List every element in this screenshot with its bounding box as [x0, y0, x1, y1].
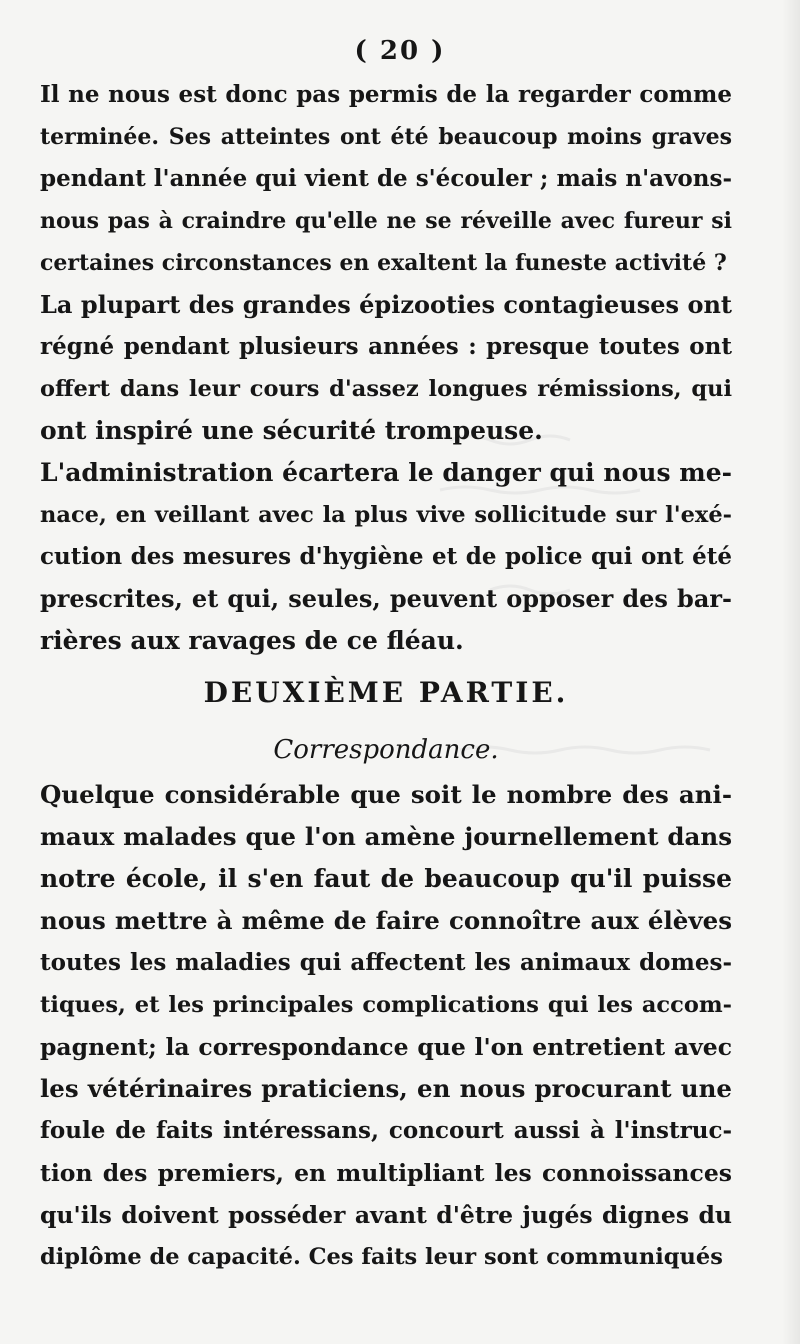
paragraph	[40, 284, 732, 452]
page-number: ( 20 )	[354, 36, 446, 66]
text-line: tion des premiers, en multipliant les connoissances	[40, 1159, 732, 1187]
text-line: nous mettre à même de faire connoître aux élèves	[40, 906, 732, 935]
section-heading: DEUXIÈME PARTIE.	[203, 676, 569, 709]
paragraph	[40, 452, 732, 662]
text-line: nace, en veillant avec la plus vive sollicitude sur l'exé-	[40, 502, 732, 528]
text-line: Quelque considérable que soit le nombre des ani-	[40, 780, 732, 809]
text-line: offert dans leur cours d'assez longues rémissions, qui	[40, 376, 732, 402]
text-line: pendant l'année qui vient de s'écouler ; mais n'avons-	[40, 165, 732, 192]
text-line: L'administration écartera le danger qui nous me-	[40, 458, 732, 487]
paragraph	[40, 774, 732, 1278]
paragraph	[40, 74, 732, 284]
text-line: Il ne nous est donc pas permis de la regarder comme	[40, 81, 732, 108]
page-text	[40, 74, 732, 1278]
text-line: foule de faits intéressans, concourt aussi à l'instruc-	[40, 1117, 732, 1144]
text-line: rières aux ravages de ce fléau.	[40, 626, 464, 655]
text-line: toutes les maladies qui affectent les animaux domes-	[40, 949, 732, 976]
text-line: maux malades que l'on amène journellement dans	[40, 822, 732, 851]
text-line: qu'ils doivent posséder avant d'être jugés dignes du	[40, 1201, 732, 1229]
text-line: pagnent; la correspondance que l'on entretient avec	[40, 1033, 732, 1061]
text-line: ont inspiré une sécurité trompeuse.	[40, 416, 543, 445]
text-line: tiques, et les principales complications qui les accom-	[40, 992, 732, 1018]
text-line: diplôme de capacité. Ces faits leur sont communiqués	[40, 1244, 723, 1270]
text-line: régné pendant plusieurs années : presque toutes ont	[40, 333, 732, 360]
section-subheading: Correspondance.	[273, 735, 499, 765]
text-line: les vétérinaires praticiens, en nous procurant une	[40, 1074, 732, 1103]
text-line: cution des mesures d'hygiène et de police qui ont été	[40, 543, 732, 570]
text-line: prescrites, et qui, seules, peuvent opposer des bar-	[40, 584, 732, 613]
text-line: certaines circonstances en exaltent la funeste activité ?	[40, 250, 727, 276]
text-line: notre école, il s'en faut de beaucoup qu'il puisse	[40, 864, 732, 893]
text-line: terminée. Ses atteintes ont été beaucoup moins graves	[40, 124, 732, 150]
page-edge-shadow	[782, 0, 800, 1344]
text-line: La plupart des grandes épizooties contagieuses ont	[40, 290, 732, 319]
text-line: nous pas à craindre qu'elle ne se réveille avec fureur si	[40, 208, 732, 234]
